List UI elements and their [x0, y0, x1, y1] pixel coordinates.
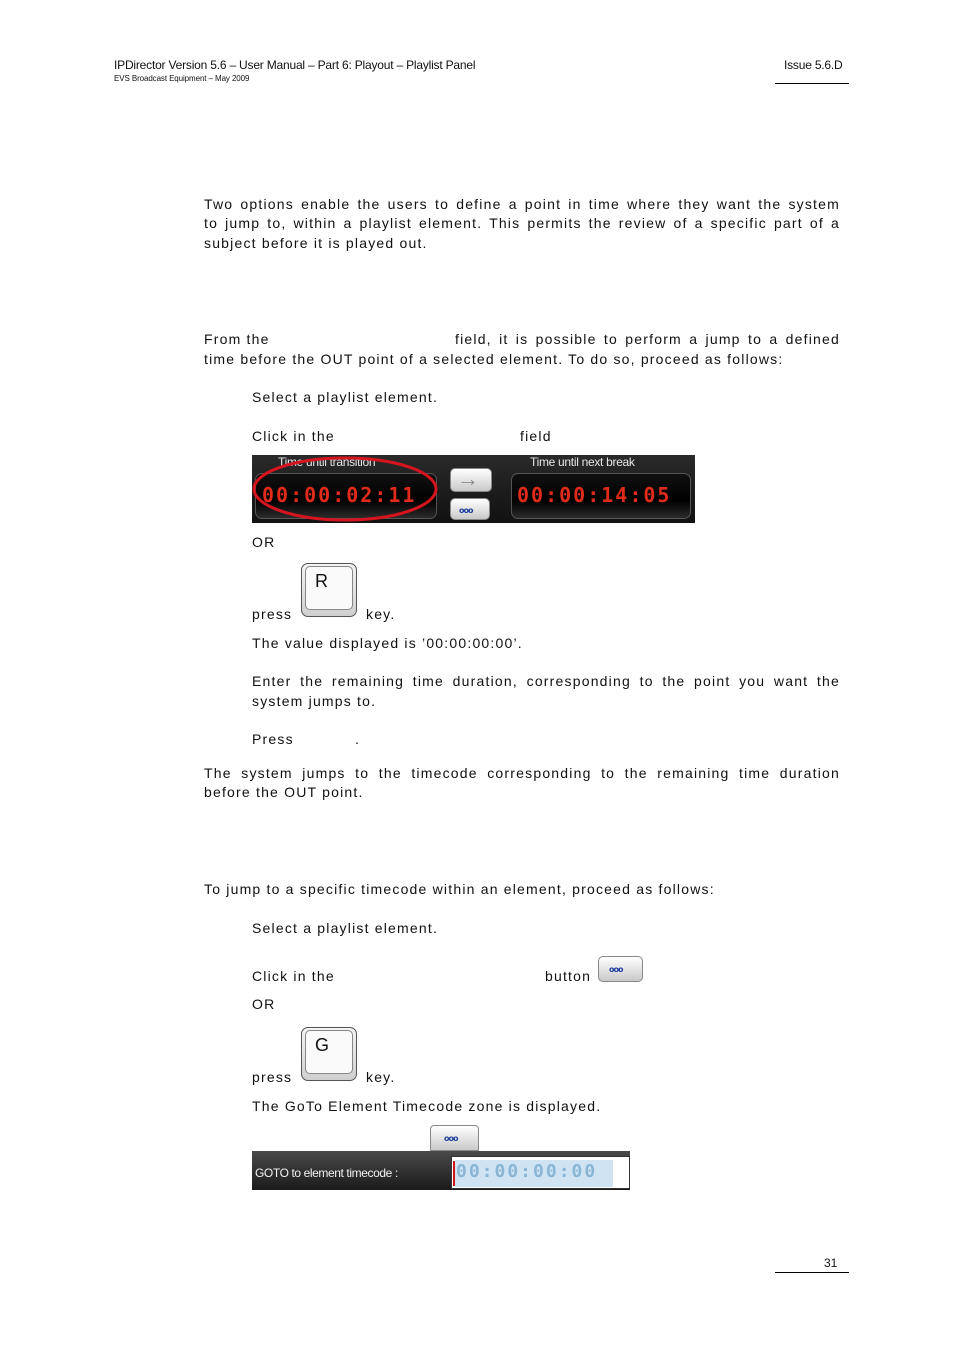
section2-step-2-click: Click in the: [252, 968, 335, 984]
r-key-icon: [301, 563, 357, 617]
section1-field-text: field, it is possible to perform a jump to a defined: [455, 331, 840, 347]
intro-line-1: Two options enable the users to define a point in time where they want the system: [204, 196, 840, 212]
footer-rule: [775, 1272, 849, 1273]
section1-step-1: Select a playlist element.: [252, 389, 439, 405]
section1-enter-line-1: Enter the remaining time duration, corresponding to the point you want the: [252, 673, 840, 689]
section1-or: OR: [252, 534, 276, 550]
highlight-ellipse: [252, 455, 440, 523]
r-key-label: R: [315, 571, 328, 591]
section2-intro: To jump to a specific timecode within an element, proceed as follows:: [204, 881, 715, 897]
transition-arrow-button[interactable]: [450, 468, 492, 492]
section1-press-word: Press: [252, 731, 294, 747]
section1-from-the: From the: [204, 331, 270, 347]
section2-or: OR: [252, 996, 276, 1012]
section1-press-period: .: [355, 731, 361, 747]
page-number: 31: [824, 1256, 838, 1270]
section1-key-word: key.: [366, 606, 396, 622]
header-subtitle: EVS Broadcast Equipment – May 2009: [114, 74, 250, 83]
arrow-right-icon: →: [457, 466, 479, 491]
header-title: IPDirector Version 5.6 – User Manual – Part 6: Playout – Playlist Panel: [114, 58, 476, 72]
goto-timecode-value: 00:00:00:00: [456, 1161, 598, 1182]
section2-press: press: [252, 1069, 293, 1085]
intro-line-2: to jump to, within a playlist element. This permits the review of a specific part of a: [204, 215, 840, 231]
ellipsis-icon: ooo: [444, 1134, 458, 1143]
time-until-transition-label: Time until transition: [278, 455, 376, 469]
time-until-next-break-field: [511, 473, 691, 519]
section1-press: press: [252, 606, 293, 622]
time-until-transition-value: 00:00:02:11: [262, 483, 417, 507]
goto-timecode-input[interactable]: [451, 1156, 630, 1189]
section2-step-2-button: button: [545, 968, 592, 984]
header-issue: Issue 5.6.D: [784, 58, 843, 72]
section1-step-2-field: field: [520, 428, 552, 444]
text-caret: [453, 1161, 455, 1186]
goto-timecode-button[interactable]: [450, 498, 490, 520]
intro-line-3: subject before it is played out.: [204, 235, 428, 251]
time-until-next-break-label: Time until next break: [530, 455, 635, 469]
section2-key-word: key.: [366, 1069, 396, 1085]
g-key-icon: [301, 1027, 357, 1081]
goto-label: GOTO to element timecode :: [255, 1166, 398, 1180]
time-until-next-break-value: 00:00:14:05: [517, 483, 672, 507]
section2-zone-displayed: The GoTo Element Timecode zone is displayed.: [252, 1098, 602, 1114]
goto-toggle-button[interactable]: [430, 1125, 479, 1151]
ellipsis-icon: ooo: [609, 965, 623, 974]
section1-result-line-1: The system jumps to the timecode corresponding to the remaining time duration: [204, 765, 840, 781]
section1-line-2: time before the OUT point of a selected element. To do so, proceed as follows:: [204, 351, 784, 367]
header-rule: [775, 83, 849, 84]
goto-timecode-button-inline[interactable]: [598, 956, 643, 982]
section1-enter-line-2: system jumps to.: [252, 693, 377, 709]
section1-result-line-2: before the OUT point.: [204, 784, 364, 800]
g-key-label: G: [315, 1035, 330, 1055]
section1-value-displayed: The value displayed is ’00:00:00:00’.: [252, 635, 523, 651]
goto-element-timecode-zone: [252, 1151, 630, 1190]
ellipsis-icon: ooo: [459, 506, 473, 515]
section1-step-2-click: Click in the: [252, 428, 335, 444]
section2-step-1: Select a playlist element.: [252, 920, 439, 936]
